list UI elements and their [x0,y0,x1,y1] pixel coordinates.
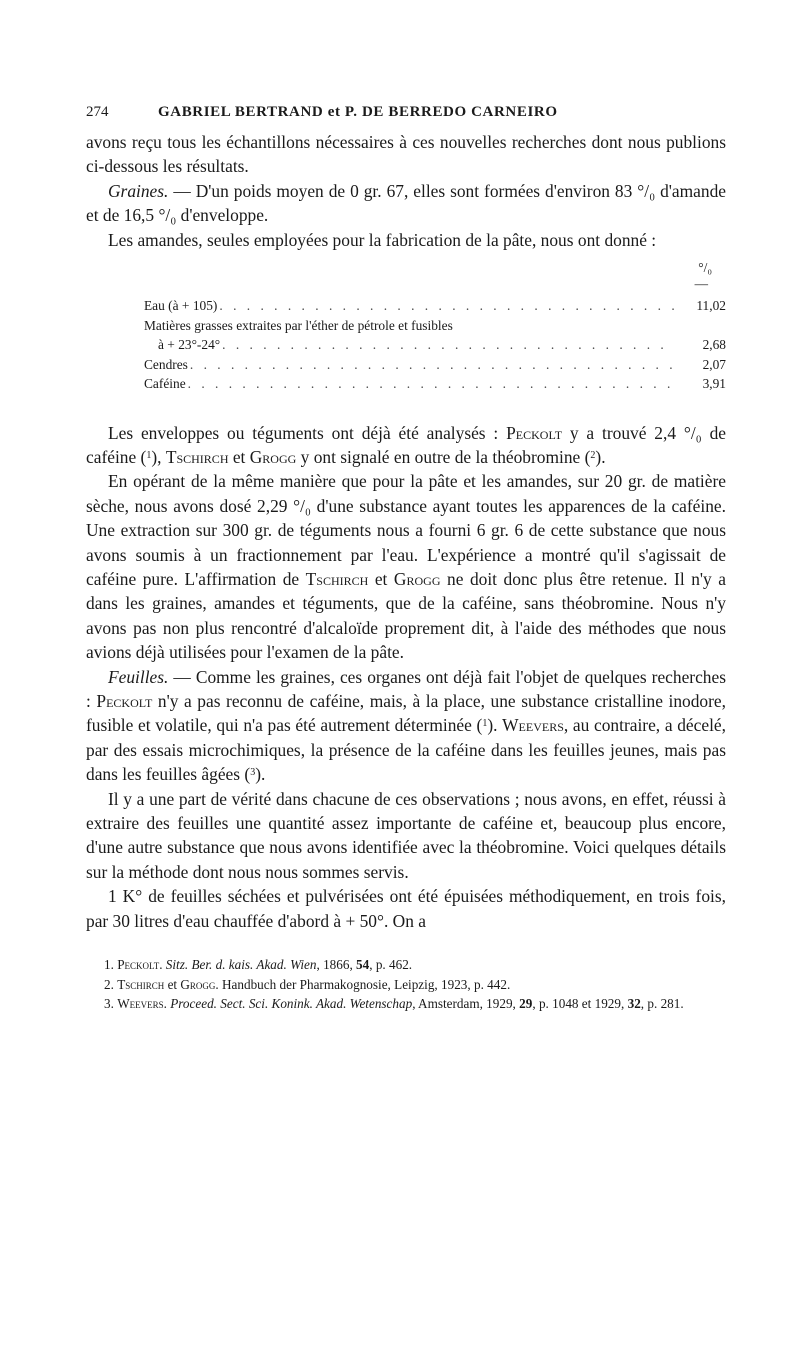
text-run: et [164,976,181,992]
author-name: Weevers [117,996,164,1012]
row-value: 11,02 [696,298,726,314]
section-lead-feuilles: Feuilles. [108,666,169,687]
author-name: Weevers [502,715,564,736]
leader-dots [220,335,674,355]
footnote-number: 2. [104,976,118,992]
text-run: ne doit donc plus être retenue. Il n'y a dans les graines, amandes et téguments, que de la caféine, sans théobromine. Nous n'y avons pas non plus rencontré d'alcaloïde proprement dit, à l'aide des méthodes que nous avions déjà utilisées pour l'examen de la pâte. [86,568,726,663]
paragraph-amandes: Les amandes, seules employées pour la fabrication de la pâte, nous ont donné : [108,229,657,250]
journal-title: Sitz. Ber. d. kais. Akad. Wien [165,957,317,973]
section-lead-graines: Graines. [108,180,169,201]
paragraph-text: — D'un poids moyen de 0 gr. 67, elles sont formées d'environ 83 °/₀ d'amande et de 16,5 °/₀ d'enveloppe. [86,180,726,226]
volume-number: 32 [627,996,641,1012]
footnote-ref: 1 [482,718,488,730]
page-header [86,104,726,130]
text-run: . [163,996,171,1012]
author-name: Tschirch [305,568,369,589]
text-run: , Amsterdam, 1929, [412,996,520,1012]
text-run: ). [255,764,266,785]
text-run: . Handbuch der Pharmakognosie, Leipzig, 1923, p. 442. [215,976,511,992]
text-run: , au contraire, a décelé, par des essais microchimiques, la présence de la caféine dans les feuilles jeunes, mais pas dans les feuilles âgées ( [86,715,726,785]
text-run: , p. 1048 et 1929, [532,996,628,1012]
footnote-ref: 2 [590,449,596,461]
paragraph-method: 1 K° de feuilles séchées et pulvérisées ont été épuisées méthodiquement, en trois fois, par 30 litres d'eau chauffée d'abord à + 50°. On a [86,886,726,931]
row-label: Eau (à + 105) [144,298,218,314]
footnote-number: 1. [104,957,118,973]
text-run: En opérant de la même manière que pour la pâte et les amandes, sur 20 gr. de matière sèche, nous avons dosé 2,29 °/₀ d'une substance ayant toutes les apparences de la caféine. Une extraction sur 300 gr. de téguments nous a fourni 6 gr. 6 de cette substance que nous avons soumis à un fractionnement par l'eau. L'expérience a montré qu'il s'agissait de caféine pure. L'affirmation de [86,471,726,589]
table-row [144,316,726,336]
paragraph-operant [86,469,726,664]
leader-dots [186,374,674,394]
text-run: ). [487,715,503,736]
volume-number: 29 [519,996,533,1012]
table-row [144,374,726,394]
paragraph-graines [86,179,726,228]
leader-dots [188,355,674,375]
table-row [144,335,726,355]
page-number: 274 [86,104,109,120]
leader-dots [217,296,674,316]
footnote-ref: 3 [250,767,256,779]
paragraph-feuilles [86,665,726,787]
text-run: , 1866, [316,957,357,973]
row-label: Caféine [144,376,186,392]
text-run: et [228,446,250,467]
paragraph-enveloppes [86,421,726,470]
text-run: . [159,957,166,973]
table-unit-rule: — [694,276,708,292]
text-run: y a trouvé 2,4 °/₀ de caféine ( [86,422,727,467]
text-run: — Comme les graines, ces organes ont déjà fait l'objet de quelques recherches : [86,666,726,711]
author-name: Grogg [249,446,297,467]
row-value: 3,91 [702,376,726,392]
body-text [86,130,726,933]
table-unit: °/₀ [698,260,712,276]
text-run: Les enveloppes ou téguments ont déjà été analysés : [108,422,507,443]
author-name: Tschirch [165,446,229,467]
footnote-3 [86,994,726,1014]
table-row [144,355,726,375]
text-run: , p. 462. [369,957,413,973]
text-run: , p. 281. [640,996,684,1012]
row-label: Matières grasses extraites par l'éther de pétrole et fusibles [144,317,453,333]
row-value: 2,07 [702,356,726,372]
page [86,104,726,1014]
author-name: Peckolt [96,691,153,711]
author-name: Peckolt [117,957,160,973]
text-run: n'y a pas reconnu de caféine, mais, à la place, une substance cristalline inodore, fusible et volatile, qui n'a pas été autrement déterminée ( [86,691,726,736]
row-label: à + 23°-24° [158,337,221,353]
author-name: Tschirch [117,976,165,992]
volume-number: 54 [356,957,370,973]
footnote-number: 3. [104,996,118,1012]
running-title: GABRIEL BERTRAND et P. DE BERREDO CARNEIRO [158,104,558,120]
text-run: y ont signalé en outre de la théobromine ( [296,446,591,467]
composition-table [144,258,726,394]
paragraph-1: avons reçu tous les échantillons nécessaires à ces nouvelles recherches dont nous publions ci-dessous les résultats. [86,132,726,177]
footnote-1 [86,955,726,975]
text-run: et [368,568,394,589]
footnotes [86,955,726,1014]
author-name: Peckolt [506,422,563,443]
footnote-ref: 1 [146,449,152,461]
text-run: ). [595,446,606,467]
footnote-2 [86,975,726,995]
author-name: Grogg [393,568,441,589]
row-value: 2,68 [702,337,726,353]
row-label: Cendres [144,356,188,372]
journal-title: Proceed. Sect. Sci. Konink. Akad. Wetenschap [170,996,413,1012]
spacer [86,394,726,421]
author-name: Grogg [180,976,216,992]
text-run: ), [151,446,166,467]
paragraph-verite: Il y a une part de vérité dans chacune de ces observations ; nous avons, en effet, réussi à extraire des feuilles une quantité assez importante de caféine et, beaucoup plus encore, d'une autre substance que nous avons identifiée avec la théobromine. Voici quelques détails sur la méthode dont nous nous sommes servis. [86,788,726,882]
table-row [144,296,726,316]
